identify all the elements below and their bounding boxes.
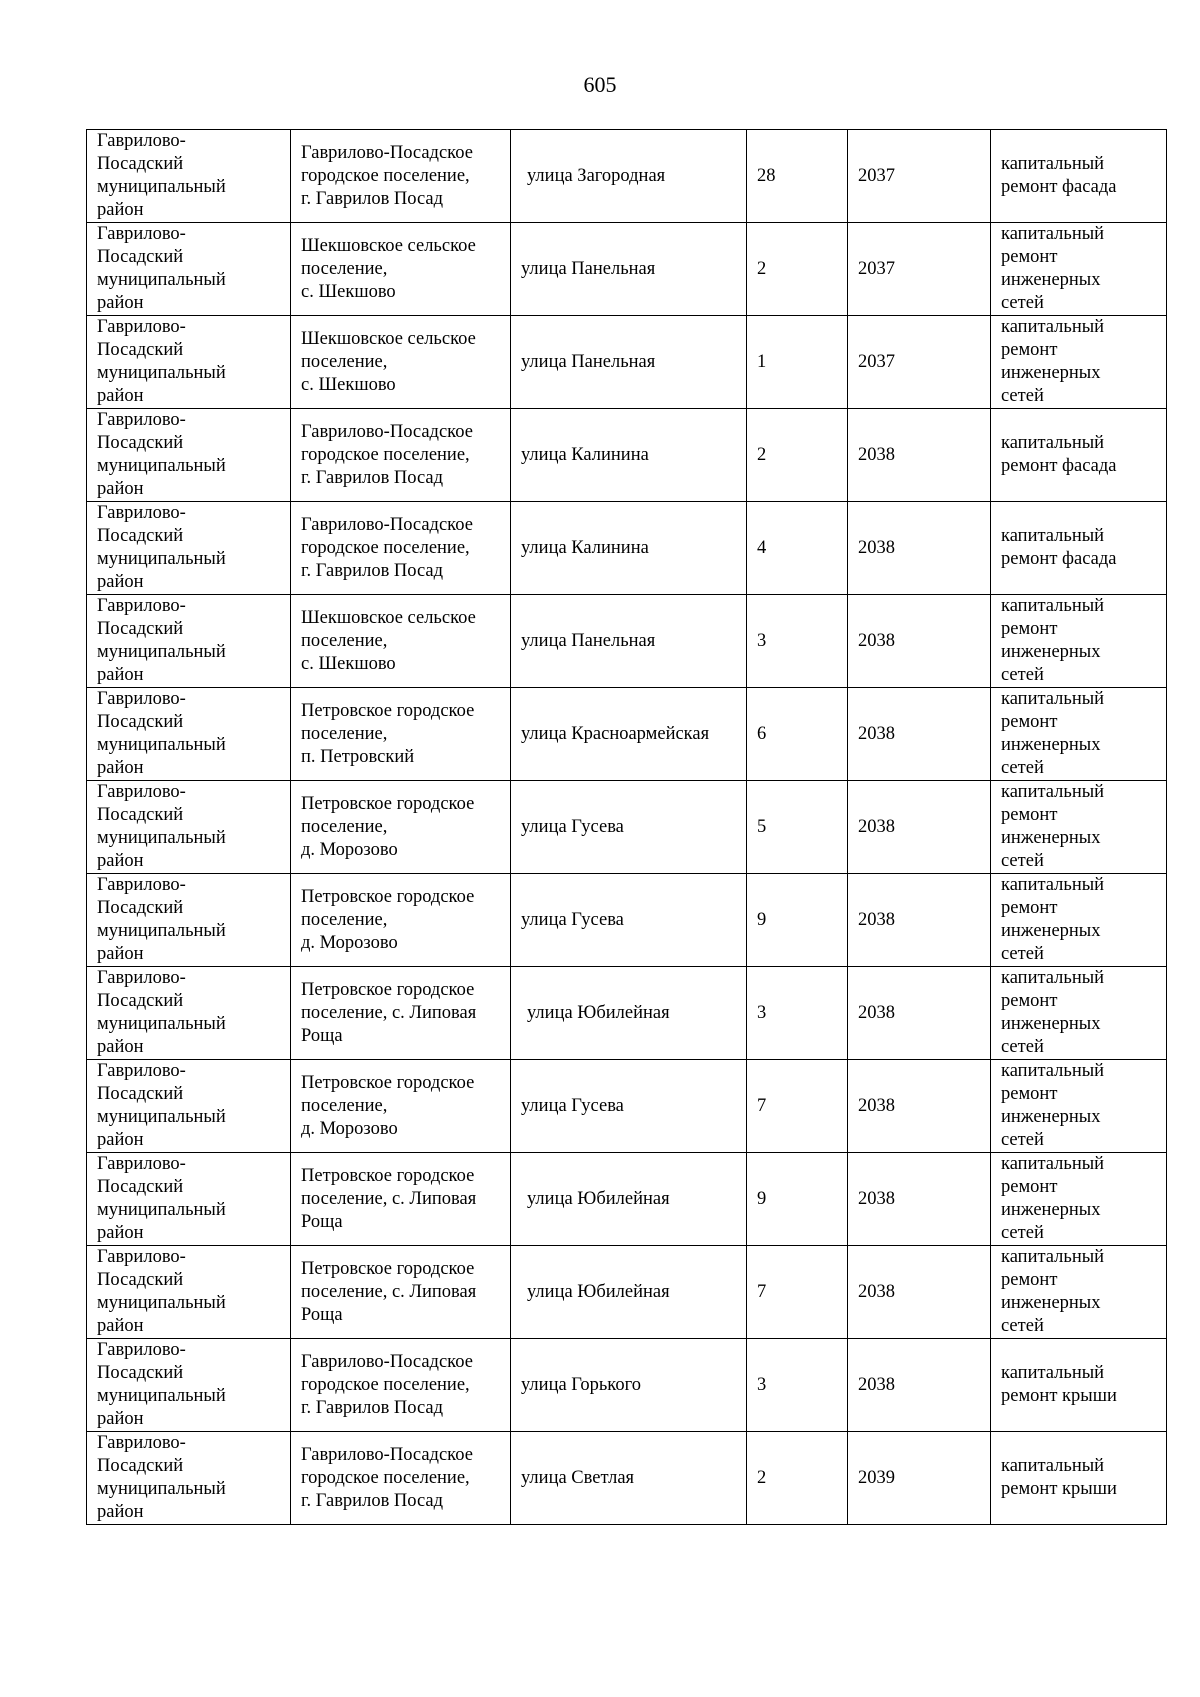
cell-street-text: улица Юбилейная xyxy=(527,1188,670,1209)
cell-year-text: 2037 xyxy=(858,258,895,279)
cell-year-text: 2038 xyxy=(858,537,895,558)
cell-year xyxy=(848,1153,991,1246)
cell-settlement-text: Шекшовское сельское поселение, с. Шекшово xyxy=(301,235,476,302)
cell-settlement-text: Петровское городское поселение, д. Морозово xyxy=(301,886,475,953)
cell-house-number xyxy=(747,1060,848,1153)
cell-work-type xyxy=(991,1246,1167,1339)
cell-year-text: 2038 xyxy=(858,1002,895,1023)
cell-district-text: Гаврилово- Посадский муниципальный район xyxy=(97,596,226,685)
cell-house-number-text: 9 xyxy=(757,909,767,930)
cell-work-type xyxy=(991,1339,1167,1432)
cell-street xyxy=(511,595,747,688)
cell-work-type-text: капитальный ремонт крыши xyxy=(1001,1363,1117,1406)
cell-street xyxy=(511,223,747,316)
cell-street xyxy=(511,1153,747,1246)
cell-district-text: Гаврилово- Посадский муниципальный район xyxy=(97,782,226,871)
cell-street-text: улица Светлая xyxy=(521,1467,635,1488)
cell-street-text: улица Красноармейская xyxy=(521,723,710,744)
cell-street-text: улица Гусева xyxy=(521,816,624,837)
cell-year-text: 2038 xyxy=(858,723,895,744)
cell-district-text: Гаврилово- Посадский муниципальный район xyxy=(97,317,226,406)
table-row xyxy=(87,781,1167,874)
cell-work-type-text: капитальный ремонт фасада xyxy=(1001,433,1117,476)
cell-year xyxy=(848,1246,991,1339)
cell-settlement xyxy=(291,1432,511,1525)
table-body xyxy=(87,130,1167,1525)
cell-street xyxy=(511,130,747,223)
cell-street-text: улица Юбилейная xyxy=(527,1281,670,1302)
cell-work-type xyxy=(991,967,1167,1060)
cell-street xyxy=(511,502,747,595)
cell-district xyxy=(87,502,291,595)
cell-settlement xyxy=(291,1060,511,1153)
cell-settlement xyxy=(291,223,511,316)
table-row xyxy=(87,316,1167,409)
cell-work-type-text: капитальный ремонт инженерных сетей xyxy=(1001,875,1105,964)
cell-house-number-text: 7 xyxy=(757,1095,767,1116)
cell-district-text: Гаврилово- Посадский муниципальный район xyxy=(97,410,226,499)
cell-district xyxy=(87,874,291,967)
table-row xyxy=(87,130,1167,223)
cell-settlement-text: Шекшовское сельское поселение, с. Шекшово xyxy=(301,328,476,395)
cell-street-text: улица Загородная xyxy=(527,165,666,186)
cell-year-text: 2038 xyxy=(858,909,895,930)
housing-repair-table xyxy=(86,129,1167,1525)
cell-district-text: Гаврилово- Посадский муниципальный район xyxy=(97,1061,226,1150)
table-row xyxy=(87,1339,1167,1432)
cell-settlement xyxy=(291,316,511,409)
cell-district xyxy=(87,1153,291,1246)
cell-street-text: улица Панельная xyxy=(521,258,656,279)
cell-work-type-text: капитальный ремонт инженерных сетей xyxy=(1001,689,1105,778)
cell-settlement-text: Шекшовское сельское поселение, с. Шекшово xyxy=(301,607,476,674)
cell-year-text: 2038 xyxy=(858,630,895,651)
cell-district xyxy=(87,1246,291,1339)
cell-settlement-text: Гаврилово-Посадское городское поселение, г. Гаврилов Посад xyxy=(301,1351,473,1418)
cell-house-number-text: 1 xyxy=(757,351,767,372)
cell-year-text: 2037 xyxy=(858,351,895,372)
cell-settlement-text: Гаврилово-Посадское городское поселение, г. Гаврилов Посад xyxy=(301,1444,473,1511)
cell-work-type-text: капитальный ремонт инженерных сетей xyxy=(1001,224,1105,313)
cell-house-number xyxy=(747,967,848,1060)
cell-house-number xyxy=(747,595,848,688)
cell-street-text: улица Юбилейная xyxy=(527,1002,670,1023)
cell-house-number xyxy=(747,502,848,595)
cell-year-text: 2037 xyxy=(858,165,895,186)
cell-house-number xyxy=(747,874,848,967)
cell-settlement-text: Гаврилово-Посадское городское поселение, г. Гаврилов Посад xyxy=(301,514,473,581)
cell-district xyxy=(87,595,291,688)
cell-work-type-text: капитальный ремонт крыши xyxy=(1001,1456,1117,1499)
cell-street xyxy=(511,1339,747,1432)
cell-house-number xyxy=(747,316,848,409)
cell-settlement xyxy=(291,595,511,688)
cell-work-type-text: капитальный ремонт инженерных сетей xyxy=(1001,1247,1105,1336)
cell-house-number-text: 5 xyxy=(757,816,767,837)
cell-year xyxy=(848,688,991,781)
cell-district xyxy=(87,967,291,1060)
cell-settlement xyxy=(291,130,511,223)
cell-settlement-text: Петровское городское поселение, д. Морозово xyxy=(301,1072,475,1139)
cell-settlement-text: Петровское городское поселение, д. Морозово xyxy=(301,793,475,860)
cell-settlement-text: Гаврилово-Посадское городское поселение, г. Гаврилов Посад xyxy=(301,142,473,209)
cell-house-number-text: 3 xyxy=(757,1374,767,1395)
table-row xyxy=(87,1060,1167,1153)
cell-house-number xyxy=(747,223,848,316)
cell-work-type-text: капитальный ремонт фасада xyxy=(1001,154,1117,197)
cell-street-text: улица Калинина xyxy=(521,444,649,465)
cell-district-text: Гаврилово- Посадский муниципальный район xyxy=(97,224,226,313)
table-row xyxy=(87,223,1167,316)
cell-work-type-text: капитальный ремонт инженерных сетей xyxy=(1001,968,1105,1057)
cell-house-number xyxy=(747,781,848,874)
cell-district-text: Гаврилово- Посадский муниципальный район xyxy=(97,503,226,592)
cell-work-type xyxy=(991,1432,1167,1525)
cell-year xyxy=(848,874,991,967)
cell-work-type xyxy=(991,409,1167,502)
cell-settlement xyxy=(291,502,511,595)
cell-work-type xyxy=(991,223,1167,316)
cell-work-type xyxy=(991,1060,1167,1153)
cell-settlement-text: Гаврилово-Посадское городское поселение, г. Гаврилов Посад xyxy=(301,421,473,488)
cell-year-text: 2038 xyxy=(858,1188,895,1209)
cell-house-number xyxy=(747,1432,848,1525)
cell-district-text: Гаврилово- Посадский муниципальный район xyxy=(97,1154,226,1243)
table-row xyxy=(87,502,1167,595)
cell-district xyxy=(87,1060,291,1153)
cell-house-number-text: 3 xyxy=(757,1002,767,1023)
cell-street-text: улица Панельная xyxy=(521,351,656,372)
table-row xyxy=(87,595,1167,688)
cell-street xyxy=(511,1432,747,1525)
cell-street xyxy=(511,874,747,967)
cell-street xyxy=(511,688,747,781)
table-row xyxy=(87,1153,1167,1246)
cell-district-text: Гаврилово- Посадский муниципальный район xyxy=(97,131,226,220)
cell-house-number xyxy=(747,1339,848,1432)
cell-house-number xyxy=(747,409,848,502)
cell-settlement xyxy=(291,781,511,874)
cell-house-number-text: 28 xyxy=(757,165,776,186)
cell-house-number xyxy=(747,688,848,781)
cell-work-type-text: капитальный ремонт инженерных сетей xyxy=(1001,782,1105,871)
cell-work-type xyxy=(991,781,1167,874)
cell-district-text: Гаврилово- Посадский муниципальный район xyxy=(97,1340,226,1429)
cell-street xyxy=(511,781,747,874)
cell-district xyxy=(87,1432,291,1525)
cell-year xyxy=(848,223,991,316)
cell-settlement-text: Петровское городское поселение, с. Липовая Роща xyxy=(301,1165,477,1232)
cell-district-text: Гаврилово- Посадский муниципальный район xyxy=(97,1247,226,1336)
cell-year xyxy=(848,409,991,502)
cell-street xyxy=(511,967,747,1060)
cell-district xyxy=(87,409,291,502)
cell-house-number xyxy=(747,130,848,223)
cell-settlement xyxy=(291,409,511,502)
table-row xyxy=(87,967,1167,1060)
cell-house-number-text: 4 xyxy=(757,537,767,558)
cell-year-text: 2039 xyxy=(858,1467,895,1488)
cell-district-text: Гаврилово- Посадский муниципальный район xyxy=(97,968,226,1057)
cell-district-text: Гаврилово- Посадский муниципальный район xyxy=(97,1433,226,1522)
cell-year xyxy=(848,316,991,409)
cell-street-text: улица Панельная xyxy=(521,630,656,651)
cell-year-text: 2038 xyxy=(858,444,895,465)
cell-work-type xyxy=(991,130,1167,223)
cell-street-text: улица Горького xyxy=(521,1374,641,1395)
cell-year xyxy=(848,1432,991,1525)
cell-house-number-text: 3 xyxy=(757,630,767,651)
cell-street-text: улица Гусева xyxy=(521,909,624,930)
cell-district-text: Гаврилово- Посадский муниципальный район xyxy=(97,689,226,778)
cell-year xyxy=(848,967,991,1060)
cell-work-type xyxy=(991,688,1167,781)
cell-year-text: 2038 xyxy=(858,816,895,837)
cell-settlement xyxy=(291,1246,511,1339)
cell-work-type xyxy=(991,316,1167,409)
cell-settlement xyxy=(291,967,511,1060)
cell-settlement-text: Петровское городское поселение, с. Липовая Роща xyxy=(301,1258,477,1325)
cell-year-text: 2038 xyxy=(858,1095,895,1116)
table-row xyxy=(87,1246,1167,1339)
table-row xyxy=(87,1432,1167,1525)
cell-settlement xyxy=(291,1339,511,1432)
cell-year xyxy=(848,1339,991,1432)
cell-work-type-text: капитальный ремонт фасада xyxy=(1001,526,1117,569)
cell-work-type-text: капитальный ремонт инженерных сетей xyxy=(1001,1154,1105,1243)
cell-house-number-text: 2 xyxy=(757,258,767,279)
cell-street xyxy=(511,1246,747,1339)
cell-work-type xyxy=(991,502,1167,595)
cell-year-text: 2038 xyxy=(858,1374,895,1395)
cell-settlement xyxy=(291,688,511,781)
cell-year xyxy=(848,130,991,223)
cell-street xyxy=(511,409,747,502)
cell-settlement xyxy=(291,874,511,967)
cell-settlement-text: Петровское городское поселение, п. Петровский xyxy=(301,700,475,767)
cell-district xyxy=(87,130,291,223)
cell-district xyxy=(87,316,291,409)
table-row xyxy=(87,409,1167,502)
cell-street xyxy=(511,1060,747,1153)
cell-street xyxy=(511,316,747,409)
cell-house-number xyxy=(747,1153,848,1246)
cell-district xyxy=(87,781,291,874)
cell-year xyxy=(848,1060,991,1153)
cell-district-text: Гаврилово- Посадский муниципальный район xyxy=(97,875,226,964)
cell-year xyxy=(848,595,991,688)
cell-work-type xyxy=(991,595,1167,688)
cell-year-text: 2038 xyxy=(858,1281,895,1302)
cell-work-type-text: капитальный ремонт инженерных сетей xyxy=(1001,596,1105,685)
cell-work-type-text: капитальный ремонт инженерных сетей xyxy=(1001,317,1105,406)
cell-district xyxy=(87,688,291,781)
cell-street-text: улица Гусева xyxy=(521,1095,624,1116)
cell-settlement xyxy=(291,1153,511,1246)
table-row xyxy=(87,688,1167,781)
cell-house-number-text: 6 xyxy=(757,723,767,744)
cell-year xyxy=(848,781,991,874)
cell-house-number xyxy=(747,1246,848,1339)
cell-settlement-text: Петровское городское поселение, с. Липовая Роща xyxy=(301,979,477,1046)
cell-work-type-text: капитальный ремонт инженерных сетей xyxy=(1001,1061,1105,1150)
page-number: 605 xyxy=(583,72,617,97)
cell-work-type xyxy=(991,874,1167,967)
cell-street-text: улица Калинина xyxy=(521,537,649,558)
cell-district xyxy=(87,1339,291,1432)
cell-house-number-text: 2 xyxy=(757,444,767,465)
table-row xyxy=(87,874,1167,967)
cell-work-type xyxy=(991,1153,1167,1246)
cell-house-number-text: 9 xyxy=(757,1188,767,1209)
cell-year xyxy=(848,502,991,595)
cell-house-number-text: 7 xyxy=(757,1281,767,1302)
cell-district xyxy=(87,223,291,316)
cell-house-number-text: 2 xyxy=(757,1467,767,1488)
